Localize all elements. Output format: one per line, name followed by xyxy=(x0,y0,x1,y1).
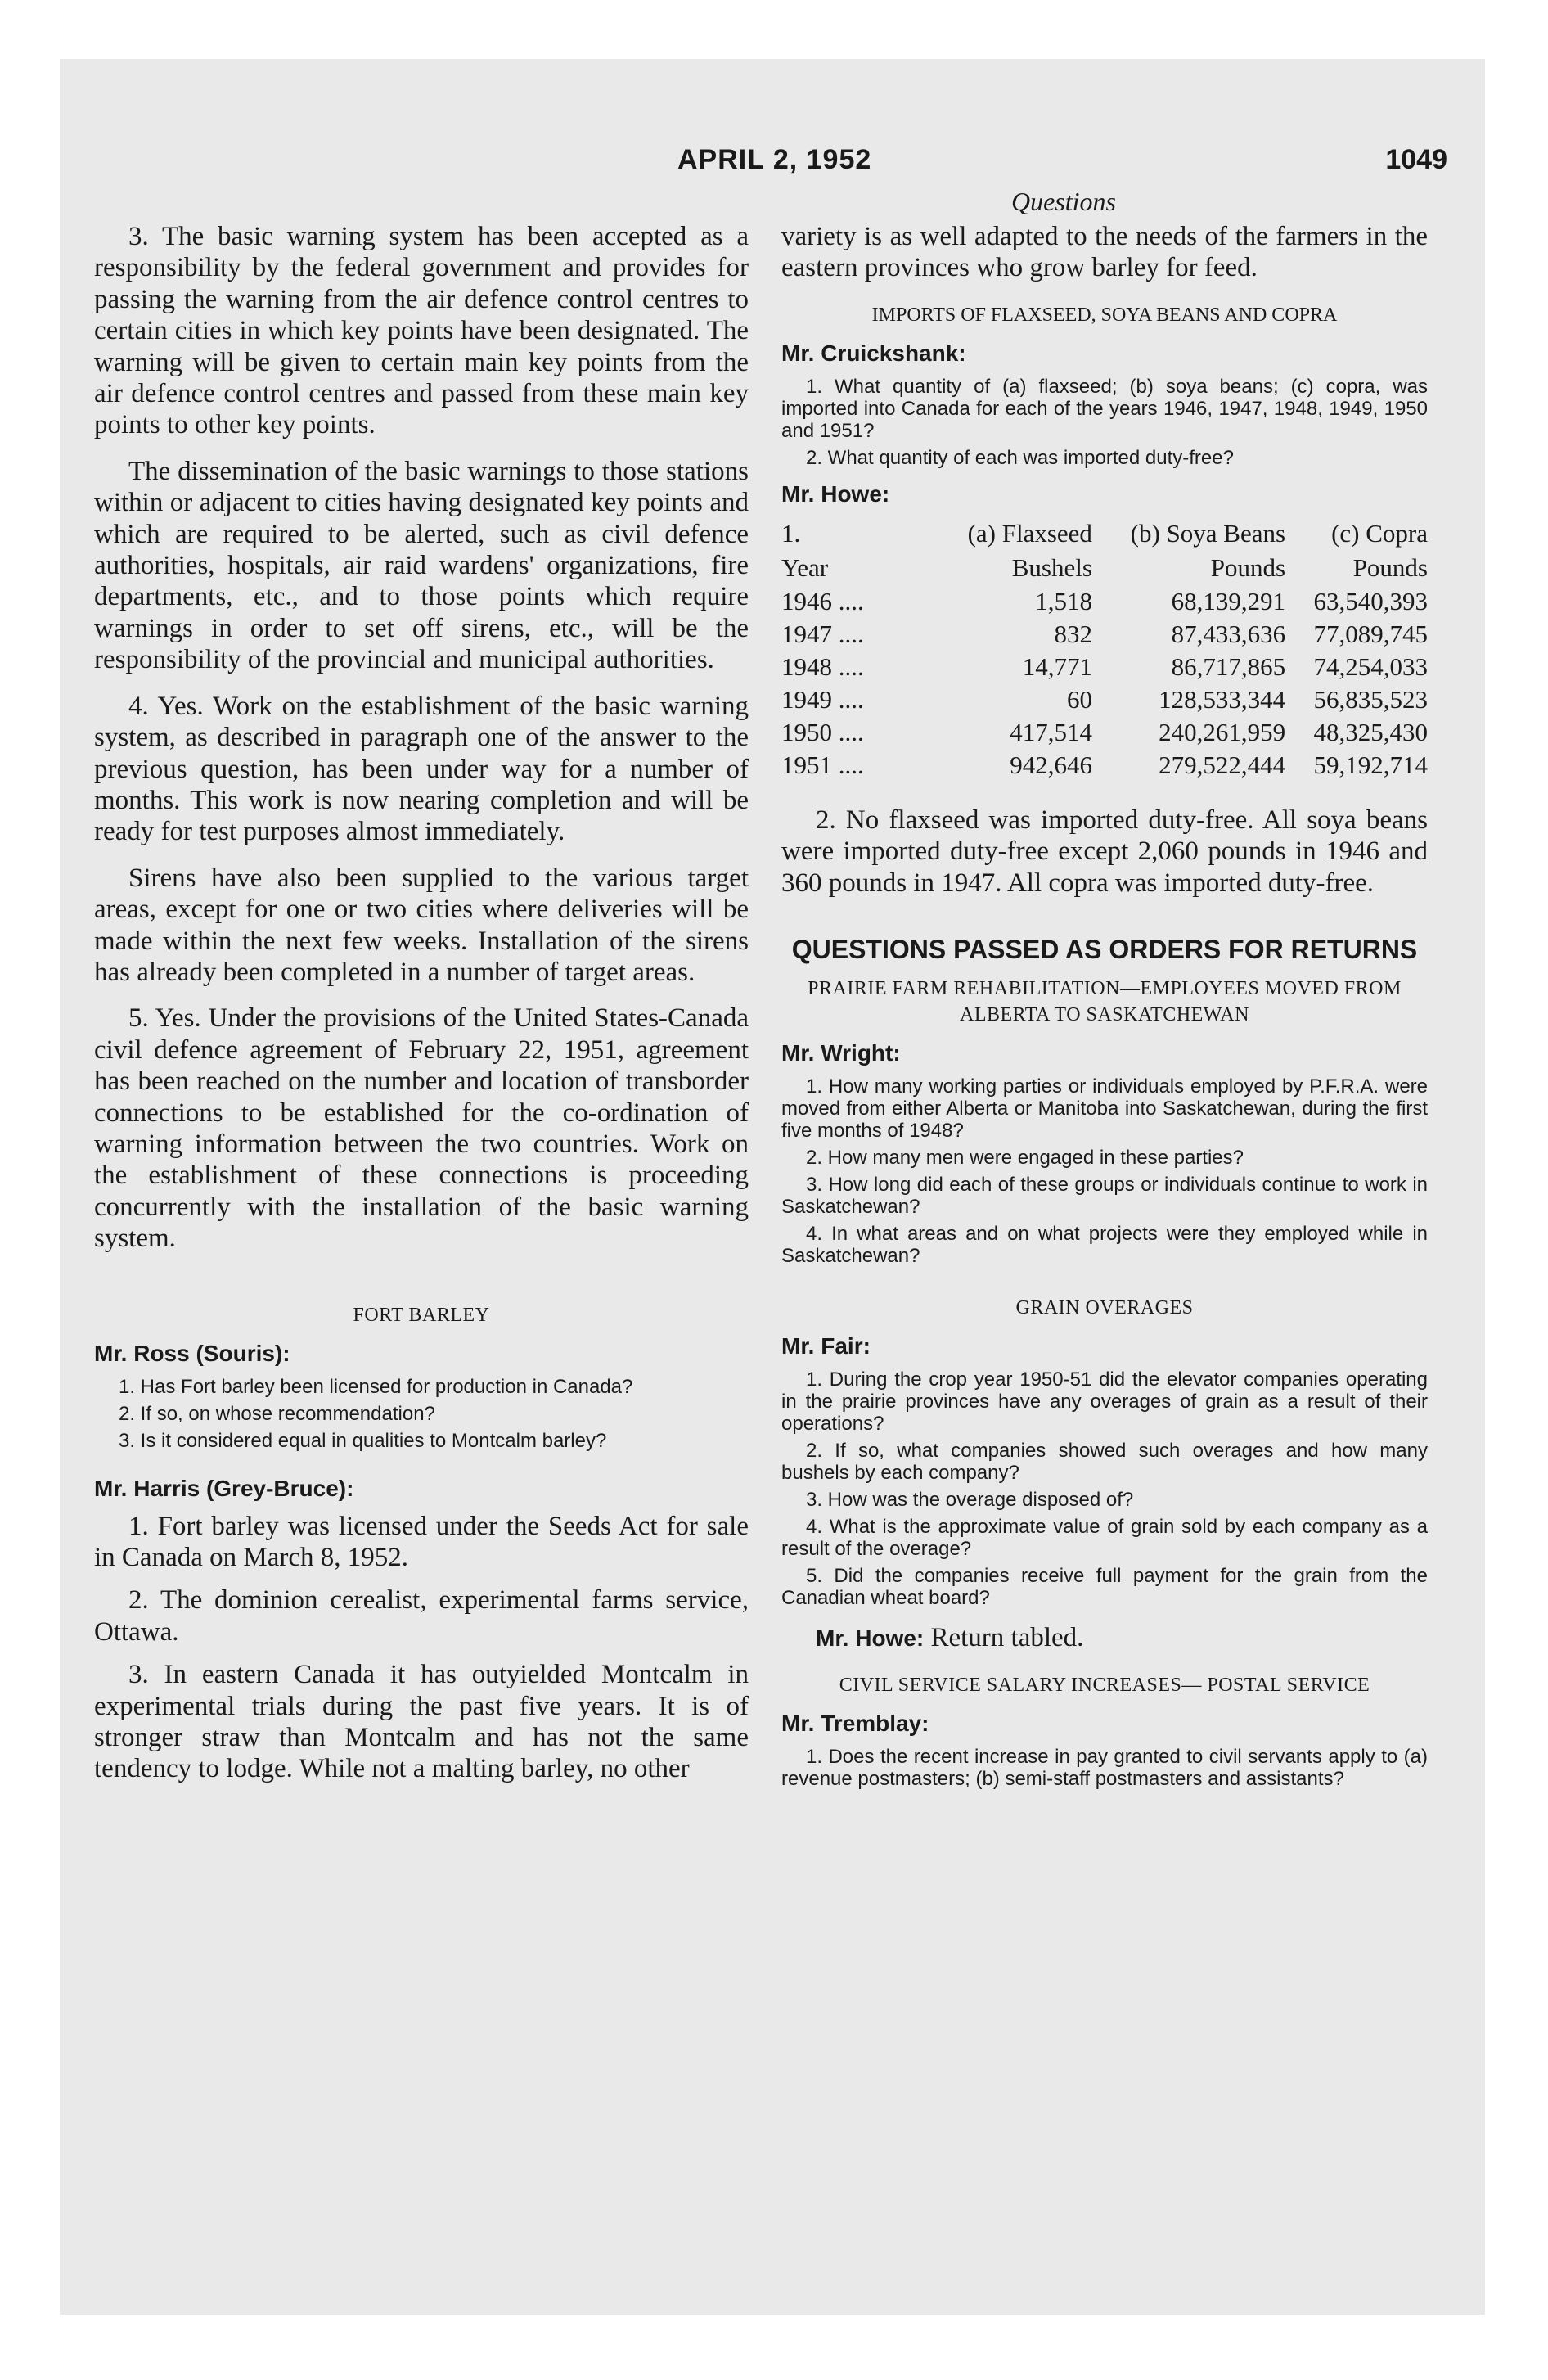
table-cell: 128,533,344 xyxy=(1159,684,1286,714)
table-cell: 240,261,959 xyxy=(1159,717,1286,746)
question: 2. If so, what companies showed such overages and how many bushels by each company? xyxy=(781,1440,1428,1485)
question: 4. What is the approximate value of grain sold by each company as a result of the overage? xyxy=(781,1516,1428,1561)
table-cell: 1950 .... xyxy=(781,717,864,746)
table-row xyxy=(781,683,1428,716)
reply-line xyxy=(781,1622,1428,1654)
paragraph: Sirens have also been supplied to the various target areas, except for one or two cities where deliveries will be made within the next few weeks. Installation of the sirens has already been completed in a number of target areas. xyxy=(94,863,749,987)
paragraph: 5. Yes. Under the provisions of the United States-Canada civil defence agreement of February 22, 1951, agreement has been reached on the number and location of transborder connections to be established for the co-ordination of warning information between the two countries. Work on the establishment of these connections is proceeding concurrently with the installation of the basic warning system. xyxy=(94,1003,749,1254)
table-row xyxy=(781,651,1428,683)
speaker-harris: Mr. Harris (Grey-Bruce): xyxy=(94,1475,354,1501)
table-cell: 63,540,393 xyxy=(1313,586,1428,615)
table-cell: 59,192,714 xyxy=(1313,750,1428,779)
table-header-cell: (b) Soya Beans xyxy=(1130,518,1286,548)
table-cell: 1948 .... xyxy=(781,651,864,681)
civil-service-heading: CIVIL SERVICE SALARY INCREASES— POSTAL SERVICE xyxy=(839,1675,1370,1697)
table-cell: 279,522,444 xyxy=(1159,750,1286,779)
speaker-ross: Mr. Ross (Souris): xyxy=(94,1340,290,1366)
paragraph: 3. The basic warning system has been accepted as a responsibility by the federal government and provides for passing the warning from the air defence control centres to certain cities in which key points have been designated. The warning will be given to certain main key points from the air defence control centres and passed from these main key points to other key points. xyxy=(94,222,749,440)
table-row xyxy=(781,749,1428,782)
left-column xyxy=(94,221,749,1796)
fort-barley-heading: FORT BARLEY xyxy=(353,1304,490,1326)
reply-text: Return tabled. xyxy=(930,1623,1084,1653)
page-number: 1049 xyxy=(1385,144,1447,175)
pfra-heading: PRAIRIE FARM REHABILITATION—EMPLOYEES MOVED FROM ALBERTA TO SASKATCHEWAN xyxy=(808,978,1402,1026)
table-cell: 74,254,033 xyxy=(1313,651,1428,681)
table-row xyxy=(781,618,1428,651)
speaker-cruickshank: Mr. Cruickshank: xyxy=(781,340,966,366)
table-cell: 1951 .... xyxy=(781,750,864,779)
answer: 2. No flaxseed was imported duty-free. All soya beans were imported duty-free except 2,060 pounds in 1946 and 360 pounds in 1947. All copra was imported duty-free. xyxy=(781,805,1428,898)
grain-heading: GRAIN OVERAGES xyxy=(1015,1297,1194,1319)
speaker-wright: Mr. Wright: xyxy=(781,1040,901,1066)
question: 2. If so, on whose recommendation? xyxy=(119,1402,435,1425)
table-cell: 1,518 xyxy=(1035,586,1092,615)
table-cell: 942,646 xyxy=(1010,750,1092,779)
speaker-howe: Mr. Howe: xyxy=(781,480,890,507)
answer: 3. In eastern Canada it has outyielded Montcalm in experimental trials during the past five years. It is of stronger straw than Montcalm and has not the same tendency to lodge. While not a malting barley, no other xyxy=(94,1660,749,1784)
question: 3. How was the overage disposed of? xyxy=(806,1489,1134,1512)
imports-heading: IMPORTS OF FLAXSEED, SOYA BEANS AND COPRA xyxy=(871,304,1338,326)
right-column xyxy=(781,221,1428,1795)
question: 1. What quantity of (a) flaxseed; (b) soya beans; (c) copra, was imported into Canada for each of the years 1946, 1947, 1948, 1949, 1950 and 1951? xyxy=(781,375,1428,442)
page-header xyxy=(60,144,1485,185)
header-date: APRIL 2, 1952 xyxy=(677,144,872,175)
table-cell: 60 xyxy=(1066,684,1092,714)
speaker-tremblay: Mr. Tremblay: xyxy=(781,1711,929,1737)
continued-paragraph: variety is as well adapted to the needs of the farmers in the eastern provinces who grow barley for feed. xyxy=(781,222,1428,283)
paragraph: 4. Yes. Work on the establishment of the basic warning system, as described in paragraph one of the answer to the previous question, has been under way for a number of months. This work is now nearing completion and will be ready for test purposes almost immediately. xyxy=(94,691,749,847)
question: 3. How long did each of these groups or individuals continue to work in Saskatchewan? xyxy=(781,1174,1428,1219)
table-header-cell: Year xyxy=(781,552,829,582)
table-cell: 1947 .... xyxy=(781,619,864,648)
table-header-cell: Pounds xyxy=(1210,552,1286,582)
paragraph: The dissemination of the basic warnings to those stations within or adjacent to cities having designated key points and which are required to be alerted, such as civil defence authorities, hospitals, air raid wardens' organizations, fire departments, etc., and to those points which require warnings in order to set off sirens, etc., will be the responsibility of the provincial and municipal authorities. xyxy=(94,456,749,675)
question: 1. During the crop year 1950-51 did the elevator companies operating in the prairie provinces have any overages of grain as a result of their operations? xyxy=(781,1368,1428,1436)
question: 1. How many working parties or individuals employed by P.F.R.A. were moved from either Alberta or Manitoba into Saskatchewan, during the first five months of 1948? xyxy=(781,1075,1428,1143)
question: 2. What quantity of each was imported duty-free? xyxy=(806,446,1234,469)
question: 1. Has Fort barley been licensed for production in Canada? xyxy=(119,1375,633,1398)
imports-table xyxy=(781,516,1428,782)
table-cell: 77,089,745 xyxy=(1313,619,1428,648)
question: 3. Is it considered equal in qualities to Montcalm barley? xyxy=(119,1429,607,1452)
table-row xyxy=(781,585,1428,618)
table-header-cell: Bushels xyxy=(1011,552,1092,582)
table-cell: 417,514 xyxy=(1010,717,1092,746)
table-cell: 48,325,430 xyxy=(1313,717,1428,746)
table-header-cell: 1. xyxy=(781,518,801,548)
question: 5. Did the companies receive full payment for the grain from the Canadian wheat board? xyxy=(781,1565,1428,1610)
answer: 1. Fort barley was licensed under the Seeds Act for sale in Canada on March 8, 1952. xyxy=(94,1511,749,1572)
table-header-row xyxy=(781,551,1428,585)
question: 1. Does the recent increase in pay granted to civil servants apply to (a) revenue postmasters; (b) semi-staff postmasters and assistants? xyxy=(781,1746,1428,1791)
question: 2. How many men were engaged in these parties? xyxy=(806,1147,1244,1170)
speaker-fair: Mr. Fair: xyxy=(781,1333,871,1359)
orders-heading: QUESTIONS PASSED AS ORDERS FOR RETURNS xyxy=(791,935,1418,965)
table-cell: 56,835,523 xyxy=(1313,684,1428,714)
table-cell: 86,717,865 xyxy=(1171,651,1286,681)
table-cell: 1946 .... xyxy=(781,586,864,615)
section-title: Questions xyxy=(1011,187,1116,216)
table-header-cell: Pounds xyxy=(1352,552,1428,582)
table-cell: 832 xyxy=(1054,619,1092,648)
question: 4. In what areas and on what projects were they employed while in Saskatchewan? xyxy=(781,1223,1428,1268)
table-header-row xyxy=(781,516,1428,551)
table-cell: 87,433,636 xyxy=(1171,619,1286,648)
answer: 2. The dominion cerealist, experimental farms service, Ottawa. xyxy=(94,1585,749,1647)
table-header-cell: (c) Copra xyxy=(1331,518,1428,548)
table-row xyxy=(781,716,1428,749)
table-cell: 14,771 xyxy=(1022,651,1092,681)
table-cell: 68,139,291 xyxy=(1171,586,1286,615)
table-cell: 1949 .... xyxy=(781,684,864,714)
speaker-howe-reply: Mr. Howe: xyxy=(816,1625,925,1652)
table-header-cell: (a) Flaxseed xyxy=(967,518,1092,548)
